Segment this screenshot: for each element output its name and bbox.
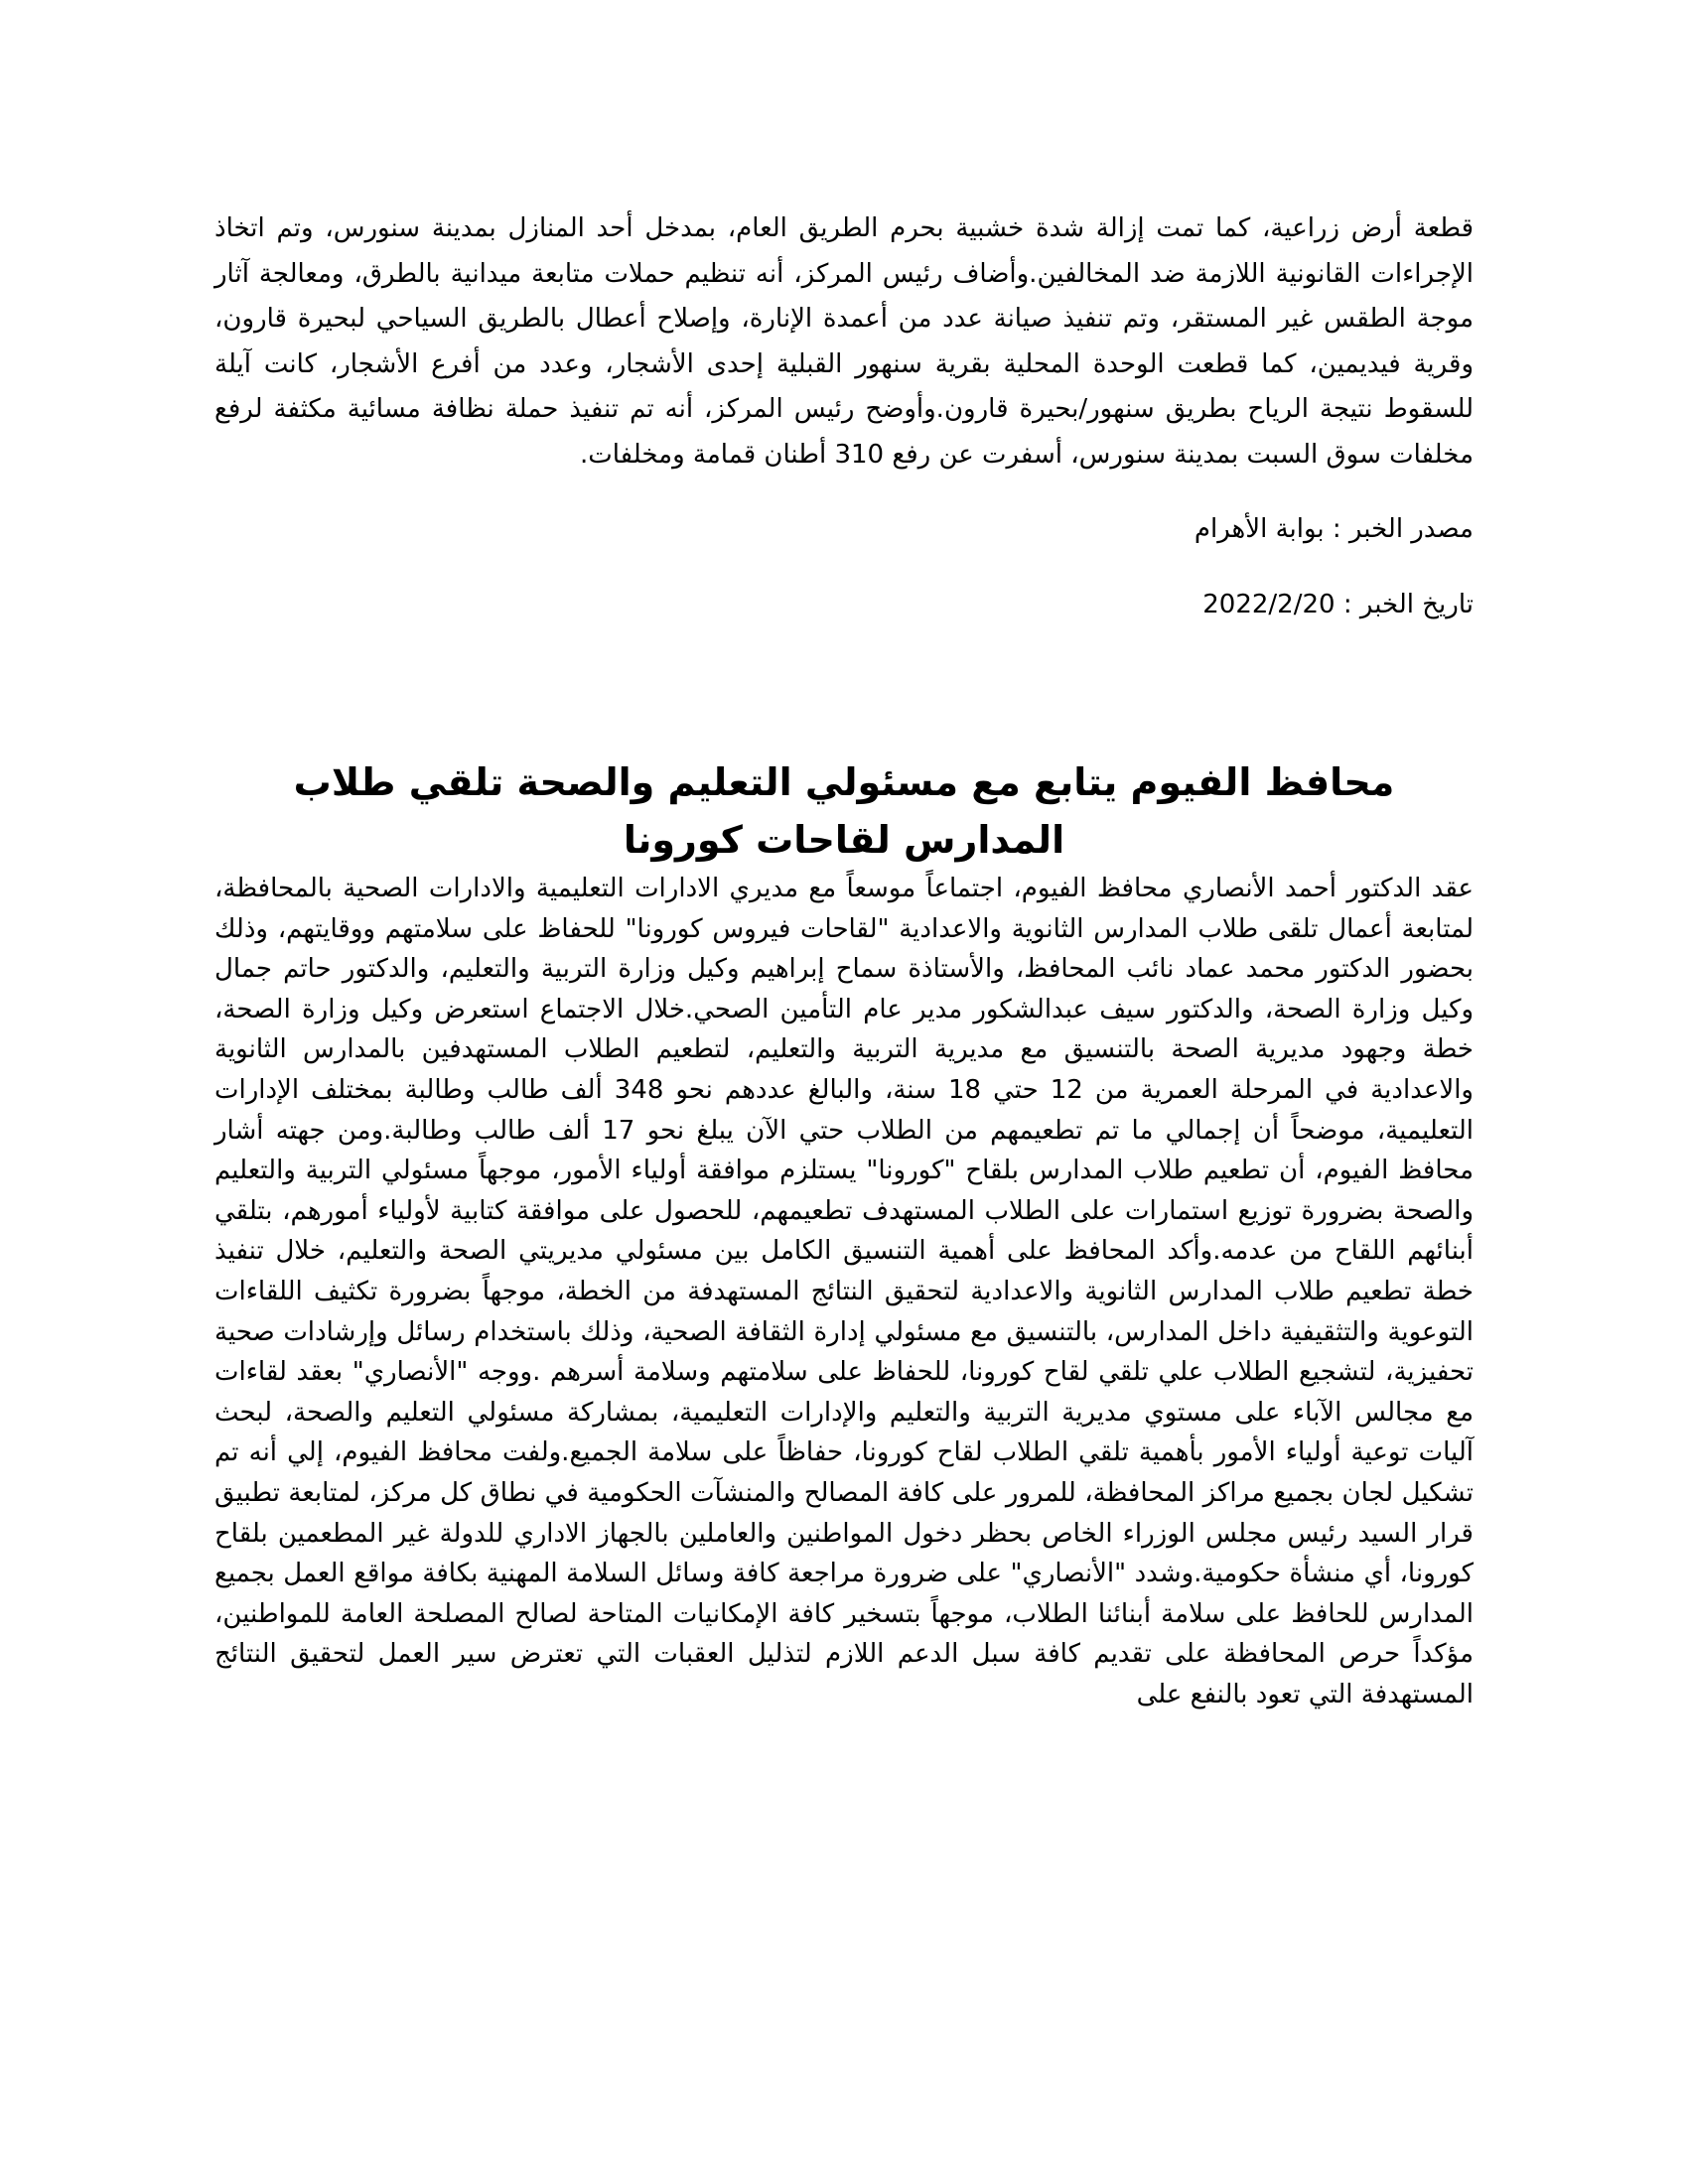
article-2-body: عقد الدكتور أحمد الأنصاري محافظ الفيوم، اجتماعاً موسعاً مع مديري الادارات التعليمية والادارات الصحية بالمحافظة، لمتابعة أعمال تلقى طلاب المدارس الثانوية والاعدادية "لقاحات فيروس كورونا" للحفاظ على سلامتهم ووقايتهم، وذلك بحضور الدكتور محمد عماد نائب المحافظ، والأستاذة سماح إبراهيم وكيل وزارة التربية والتعليم، والدكتور حاتم جمال وكيل وزارة الصحة، والدكتور سيف عبدالشكور مدير عام التأمين الصحي.خلال الاجتماع استعرض وكيل وزارة الصحة، خطة وجهود مديرية الصحة بالتنسيق مع مديرية التربية والتعليم، لتطعيم الطلاب المستهدفين بالمدارس الثانوية والاعدادية في المرحلة العمرية من 12 حتي 18 سنة، والبالغ عددهم نحو 348 ألف طالب وطالبة بمختلف الإدارات التعليمية، موضحاً أن إجمالي ما تم تطعيمهم من الطلاب حتي الآن يبلغ نحو 17 ألف طالب وطالبة.ومن جهته أشار محافظ الفيوم، أن تطعيم طلاب المدارس بلقاح "كورونا" يستلزم موافقة أولياء الأمور، موجهاً مسئولي التربية والتعليم والصحة بضرورة توزيع استمارات على الطلاب المستهدف تطعيمهم، للحصول على موافقة كتابية لأولياء أمورهم، بتلقي أبنائهم اللقاح من عدمه.وأكد المحافظ على أهمية التنسيق الكامل بين مسئولي مديريتي الصحة والتعليم، خلال تنفيذ خطة تطعيم طلاب المدارس الثانوية والاعدادية لتحقيق النتائج المستهدفة من الخطة، موجهاً بضرورة تكثيف اللقاءات التوعوية والتثقيفية داخل المدارس، بالتنسيق مع مسئولي إدارة الثقافة الصحية، وذلك باستخدام رسائل وإرشادات صحية تحفيزية، لتشجيع الطلاب علي تلقي لقاح كورونا، للحفاظ على سلامتهم وسلامة أسرهم .ووجه "الأنصاري" بعقد لقاءات مع مجالس الآباء على مستوي مديرية التربية والتعليم والإدارات التعليمية، بمشاركة مسئولي التعليم والصحة، لبحث آليات توعية أولياء الأمور بأهمية تلقي الطلاب لقاح كورونا، حفاظاً على سلامة الجميع.ولفت محافظ الفيوم، إلي أنه تم تشكيل لجان بجميع مراكز المحافظة، للمرور على كافة المصالح والمنشآت الحكومية في نطاق كل مركز، لمتابعة تطبيق قرار السيد رئيس مجلس الوزراء الخاص بحظر دخول المواطنين والعاملين بالجهاز الاداري للدولة غير المطعمين بلقاح كورونا، أي منشأة حكومية.وشدد "الأنصاري" على ضرورة مراجعة كافة وسائل السلامة المهنية بكافة مواقع العمل بجميع المدارس للحافظ على سلامة أبنائنا الطلاب، موجهاً بتسخير كافة الإمكانيات المتاحة لصالح المصلحة العامة للمواطنين، مؤكداً حرص المحافظة على تقديم كافة سبل الدعم اللازم لتذليل العقبات التي تعترض سير العمل لتحقيق النتائج المستهدفة التي تعود بالنفع على <box>214 874 1474 1709</box>
article-2-headline: محافظ الفيوم يتابع مع مسئولي التعليم والصحة تلقي طلاب المدارس لقاحات كورونا <box>293 760 1395 862</box>
article-1-tail-paragraph: قطعة أرض زراعية، كما تمت إزالة شدة خشبية بحرم الطريق العام، بمدخل أحد المنازل بمدينة سنورس، وتم اتخاذ الإجراءات القانونية اللازمة ضد المخالفين.وأضاف رئيس المركز، أنه تنظيم حملات متابعة ميدانية بالطرق، ومعالجة آثار موجة الطقس غير المستقر، وتم تنفيذ صيانة عدد من أعمدة الإنارة، وإصلاح أعطال بالطريق السياحي لبحيرة قارون، وقرية فيديمين، كما قطعت الوحدة المحلية بقرية سنهور القبلية إحدى الأشجار، وعدد من أفرع الأشجار، كانت آيلة للسقوط نتيجة الرياح بطريق سنهور/بحيرة قارون.وأوضح رئيس المركز، أنه تم تنفيذ حملة نظافة مسائية مكثفة لرفع مخلفات سوق السبت بمدينة سنورس، أسفرت عن رفع 310 أطنان قمامة ومخلفات. <box>214 213 1474 470</box>
article-1-source-line: مصدر الخبر : بوابة الأهرام <box>1194 514 1474 544</box>
article-1-date-line: تاريخ الخبر : 2022/2/20 <box>1202 590 1474 619</box>
